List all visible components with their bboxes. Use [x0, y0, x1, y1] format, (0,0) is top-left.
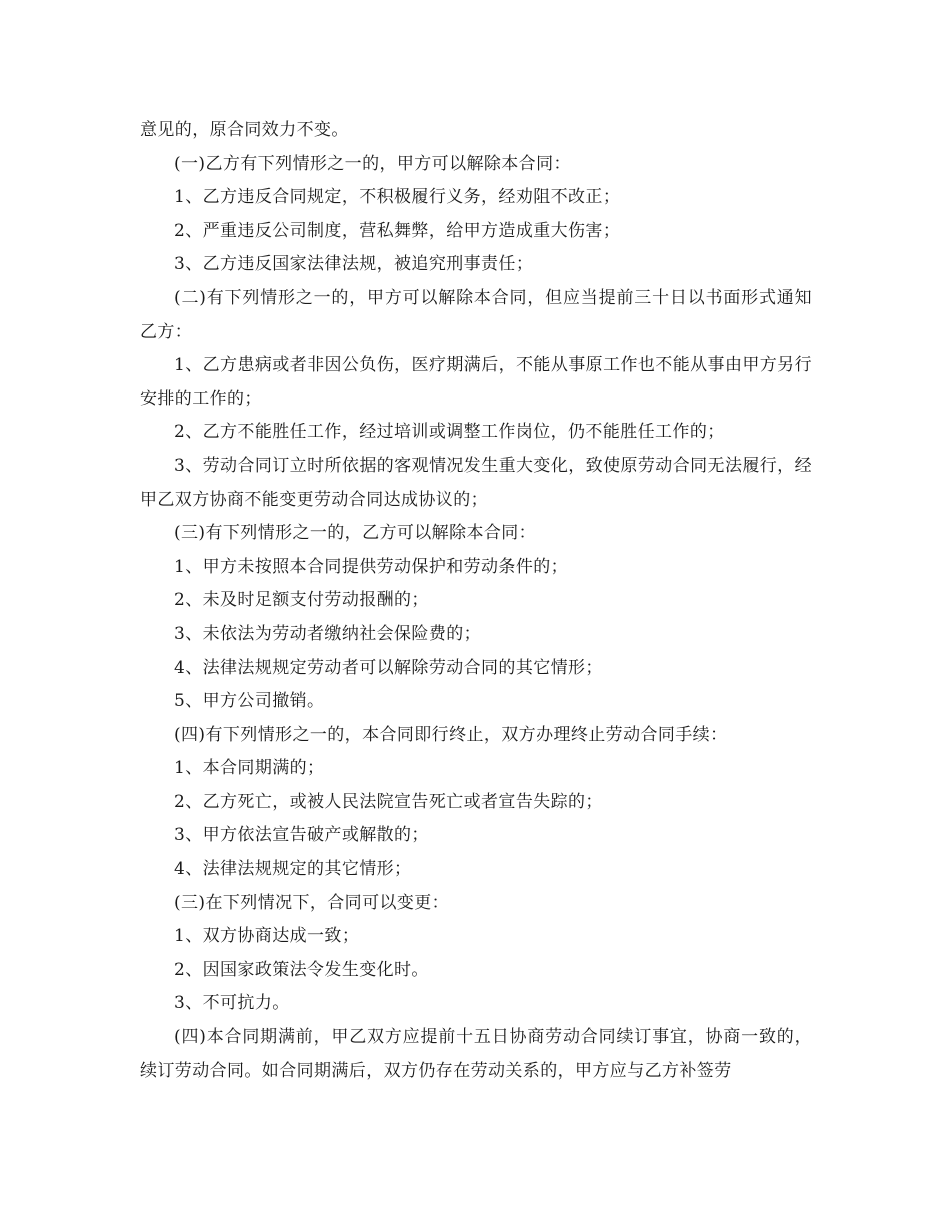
paragraph: 3、劳动合同订立时所依据的客观情况发生重大变化，致使原劳动合同无法履行，经甲乙双方协商不能变更劳动合同达成协议的；	[140, 455, 812, 510]
paragraph: 2、乙方死亡，或被人民法院宣告死亡或者宣告失踪的；	[174, 791, 603, 812]
paragraph: 4、法律法规规定的其它情形；	[174, 859, 412, 880]
paragraph: 5、甲方公司撤销。	[174, 691, 325, 712]
paragraph: 3、不可抗力。	[174, 993, 290, 1014]
paragraph: 1、本合同期满的；	[174, 758, 325, 779]
paragraph: 意见的，原合同效力不变。	[140, 120, 349, 140]
paragraph: 1、双方协商达成一致；	[174, 926, 360, 947]
paragraph: 1、甲方未按照本合同提供劳动保护和劳动条件的；	[174, 556, 569, 577]
paragraph: (四)有下列情形之一的，本合同即行终止，双方办理终止劳动合同手续：	[174, 724, 728, 745]
paragraph: 1、乙方违反合同规定，不积极履行义务，经劝阻不改正；	[174, 187, 621, 208]
paragraph: (三)有下列情形之一的，乙方可以解除本合同：	[174, 523, 537, 544]
paragraph: 1、乙方患病或者非因公负伤，医疗期满后，不能从事原工作也不能从事由甲方另行安排的工作的；	[140, 355, 812, 409]
paragraph: (四)本合同期满前，甲乙双方应提前十五日协商劳动合同续订事宜，协商一致的，续订劳动合同。如合同期满后，双方仍存在劳动关系的，甲方应与乙方补签劳	[140, 1027, 812, 1081]
paragraph: 4、法律法规规定劳动者可以解除劳动合同的其它情形；	[174, 657, 603, 678]
document-body	[140, 114, 812, 1088]
paragraph: 3、甲方依法宣告破产或解散的；	[174, 825, 429, 846]
paragraph: (二)有下列情形之一的，甲方可以解除本合同，但应当提前三十日以书面形式通知乙方：	[140, 287, 812, 342]
paragraph: 2、严重违反公司制度，营私舞弊，给甲方造成重大伤害；	[174, 220, 621, 241]
paragraph: (三)在下列情况下，合同可以变更：	[174, 892, 450, 913]
paragraph: 3、乙方违反国家法律法规，被追究刑事责任；	[174, 254, 534, 275]
paragraph: 2、因国家政策法令发生变化时。	[174, 959, 429, 980]
paragraph: 3、未依法为劳动者缴纳社会保险费的；	[174, 623, 482, 644]
paragraph: 2、未及时足额支付劳动报酬的；	[174, 590, 429, 611]
paragraph: 2、乙方不能胜任工作，经过培训或调整工作岗位，仍不能胜任工作的；	[174, 422, 725, 443]
paragraph: (一)乙方有下列情形之一的，甲方可以解除本合同：	[174, 153, 571, 174]
